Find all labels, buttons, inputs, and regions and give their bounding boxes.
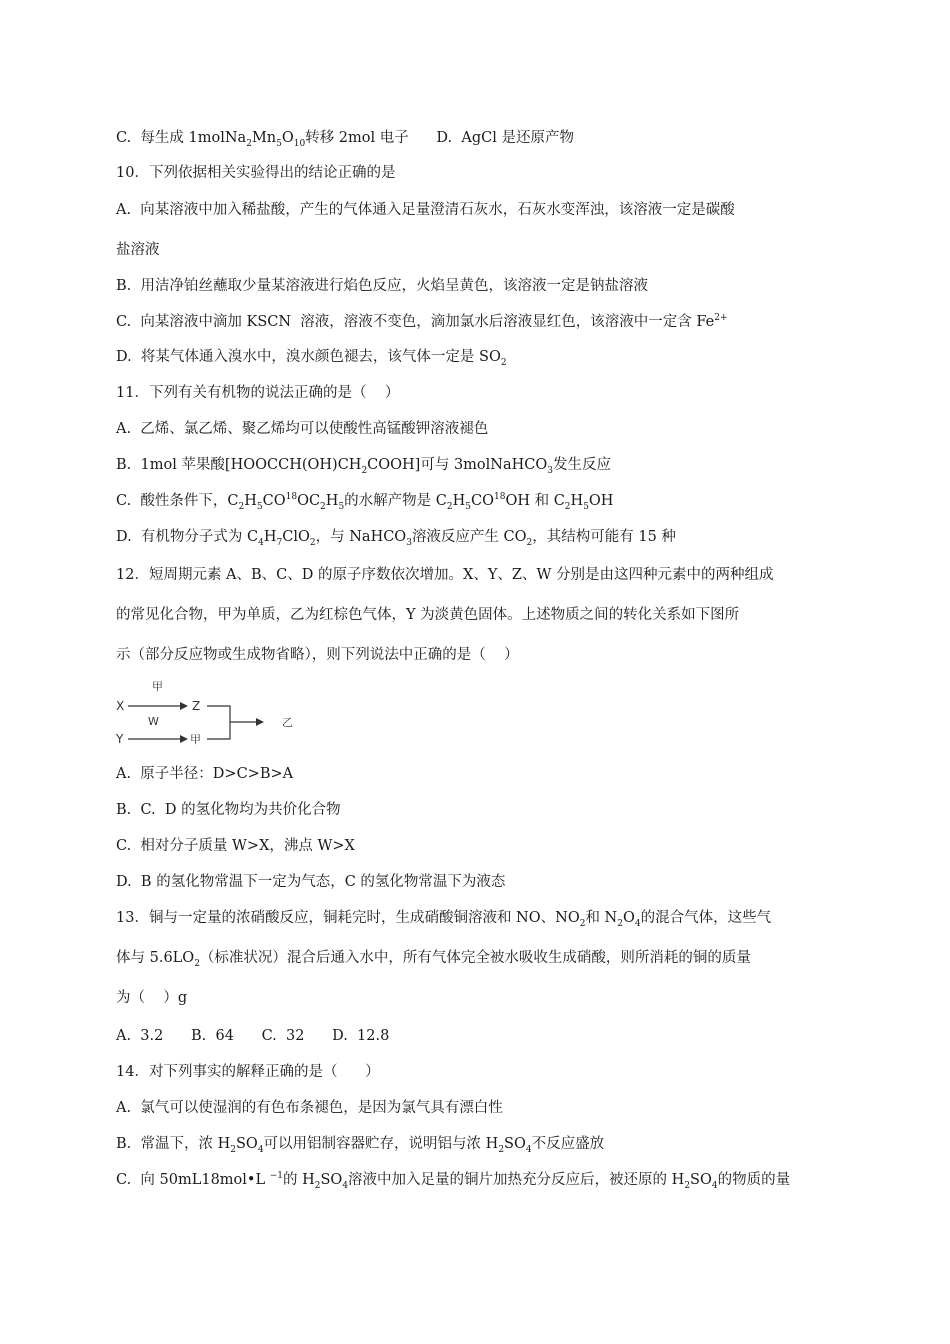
text-line <box>116 240 846 260</box>
text-segment: 的混合气体，这些气 <box>640 910 772 926</box>
text-segment: 11．下列有关有机物的说法正确的是（ ） <box>116 385 400 401</box>
subscript: 2 <box>194 958 200 969</box>
text-line <box>116 605 846 625</box>
bracket-join <box>207 706 230 739</box>
text-segment: 不反应盛放 <box>531 1136 605 1152</box>
subscript: 2 <box>238 501 245 512</box>
subscript: 2 <box>309 537 316 548</box>
subscript: 5 <box>583 501 589 512</box>
text-line <box>116 200 846 220</box>
text-line <box>116 800 846 820</box>
arrowhead-x-to-z <box>180 702 188 710</box>
subscript: 2 <box>230 1144 236 1155</box>
text-segment: D. B 的氢化物常温下一定为气态，C 的氢化物常温下为液态 <box>116 874 506 890</box>
subscript: 2 <box>314 1180 321 1191</box>
text-line <box>116 1098 846 1118</box>
subscript: 3 <box>547 465 553 476</box>
text-segment: OH 和 C <box>505 493 565 509</box>
text-line <box>116 764 846 784</box>
text-line <box>116 455 846 475</box>
subscript: 2 <box>617 918 623 929</box>
text-segment: A. 乙烯、氯乙烯、聚乙烯均可以使酸性高锰酸钾溶液褪色 <box>116 421 489 437</box>
text-segment: A. 3.2 B. 64 C. 32 D. 12.8 <box>116 1028 390 1044</box>
text-segment: C. 相对分子质量 W>X，沸点 W>X <box>116 838 355 854</box>
text-line <box>116 645 846 665</box>
subscript: 4 <box>342 1180 349 1191</box>
reaction-diagram <box>112 680 312 748</box>
text-segment: C. 向 50mL18mol•L <box>116 1172 270 1188</box>
text-segment: 13．铜与一定量的浓硝酸反应，铜耗完时，生成硝酸铜溶液和 NO、NO <box>116 910 580 926</box>
diagram-label-z: Z <box>192 699 201 713</box>
subscript: 2 <box>500 357 507 368</box>
text-segment: Mn <box>251 130 277 146</box>
text-line <box>116 1062 846 1082</box>
text-segment: C. 向某溶液中滴加 KSCN 溶液，溶液不变色，滴加氯水后溶液显红色，该溶液中一定含 Fe <box>116 314 715 330</box>
subscript: 2 <box>320 501 326 512</box>
text-line <box>116 383 846 403</box>
diagram-label-y: Y <box>116 732 124 746</box>
text-segment: D. 将某气体通入溴水中，溴水颜色褪去，该气体一定是 SO <box>116 349 501 365</box>
text-segment: B. 1mol 苹果酸[HOOCCH(OH)CH <box>116 457 362 473</box>
arrowhead-y-to-jia <box>180 735 188 743</box>
text-segment: 溶液反应产生 CO <box>411 529 527 545</box>
text-line <box>116 419 846 439</box>
text-line <box>116 347 846 367</box>
superscript: 18 <box>285 492 298 503</box>
text-line <box>116 276 846 296</box>
text-segment: SO <box>504 1136 526 1152</box>
text-segment: CO <box>471 493 494 509</box>
text-line <box>116 1170 846 1190</box>
text-line <box>116 872 846 892</box>
text-line <box>116 312 846 332</box>
diagram-label-w: W <box>148 715 159 728</box>
subscript: 3 <box>406 537 412 548</box>
text-segment: 的物质的量 <box>717 1172 791 1188</box>
text-segment: 的常见化合物，甲为单质，乙为红棕色气体，Y 为淡黄色固体。上述物质之间的转化关系如下图所 <box>116 607 740 623</box>
diagram-label-jia-bottom: 甲 <box>190 733 201 746</box>
text-segment: （标准状况）混合后通入水中，所有气体完全被水吸收生成硝酸，则所消耗的铜的质量 <box>199 950 751 966</box>
text-segment: 12．短周期元素 A、B、C、D 的原子序数依次增加。X、Y、Z、W 分别是由这四种元素中的两种组成 <box>116 567 774 583</box>
text-segment: 转移 2mol 电子 D. AgCl 是还原产物 <box>305 130 574 146</box>
text-line <box>116 836 846 856</box>
text-line <box>116 491 846 511</box>
subscript: 2 <box>246 138 252 149</box>
text-segment: C. 每生成 1molNa <box>116 130 247 146</box>
text-segment: OH <box>588 493 614 509</box>
subscript: 5 <box>276 138 282 149</box>
text-segment: 溶液中加入足量的铜片加热充分反应后，被还原的 H <box>348 1172 685 1188</box>
text-segment: SO <box>320 1172 343 1188</box>
text-segment: 示（部分反应物或生成物省略），则下列说法中正确的是（ ） <box>116 647 519 663</box>
superscript: −1 <box>269 1171 283 1182</box>
text-segment: D. 有机物分子式为 C <box>116 529 259 545</box>
subscript: 2 <box>361 465 368 476</box>
text-segment: H <box>263 529 277 545</box>
superscript: 18 <box>493 492 506 503</box>
text-segment: ，其结构可能有 15 种 <box>532 529 676 545</box>
text-segment: O <box>622 910 635 926</box>
text-segment: O <box>281 130 294 146</box>
text-segment: H <box>325 493 339 509</box>
text-segment: 为（ ）g <box>116 990 188 1006</box>
text-segment: H <box>452 493 466 509</box>
text-segment: 10．下列依据相关实验得出的结论正确的是 <box>116 165 396 181</box>
arrowhead-to-yi <box>256 718 264 726</box>
text-segment: B. C. D 的氢化物均为共价化合物 <box>116 802 341 818</box>
text-segment: A. 原子半径：D>C>B>A <box>116 766 294 782</box>
diagram-label-yi: 乙 <box>282 716 293 729</box>
text-segment: 可以用铝制容器贮存，说明铝与浓 H <box>263 1136 499 1152</box>
subscript: 2 <box>498 1144 505 1155</box>
text-line <box>116 128 846 148</box>
subscript: 2 <box>564 501 571 512</box>
text-segment: COOH]可与 3molNaHCO <box>367 457 548 473</box>
subscript: 2 <box>446 501 453 512</box>
text-line <box>116 527 846 547</box>
text-segment: 盐溶液 <box>116 242 160 258</box>
text-segment: B. 用洁净铂丝蘸取少量某溶液进行焰色反应，火焰呈黄色，该溶液一定是钠盐溶液 <box>116 278 648 294</box>
subscript: 4 <box>634 918 641 929</box>
subscript: 2 <box>684 1180 691 1191</box>
text-line <box>116 948 846 968</box>
subscript: 2 <box>526 537 533 548</box>
text-segment: 的 H <box>282 1172 315 1188</box>
text-segment: SO <box>235 1136 258 1152</box>
text-line <box>116 1134 846 1154</box>
text-segment: 14．对下列事实的解释正确的是（ ） <box>116 1064 380 1080</box>
text-segment: ClO <box>282 529 310 545</box>
text-segment: H <box>570 493 584 509</box>
text-segment: OC <box>297 493 321 509</box>
subscript: 5 <box>338 501 345 512</box>
subscript: 4 <box>525 1144 532 1155</box>
text-segment: C. 酸性条件下，C <box>116 493 239 509</box>
subscript: 2 <box>579 918 586 929</box>
subscript: 5 <box>256 501 263 512</box>
text-segment: 的水解产物是 C <box>344 493 447 509</box>
text-segment: ，与 NaHCO <box>315 529 407 545</box>
text-segment: 发生反应 <box>553 457 611 473</box>
text-segment: CO <box>262 493 286 509</box>
text-line <box>116 908 846 928</box>
subscript: 4 <box>258 537 264 548</box>
diagram-label-x: X <box>116 699 125 713</box>
superscript: 2+ <box>714 313 728 324</box>
subscript: 5 <box>465 501 471 512</box>
text-segment: H <box>244 493 257 509</box>
text-line <box>116 565 846 585</box>
text-line <box>116 1026 846 1046</box>
subscript: 7 <box>276 537 283 548</box>
text-line <box>116 163 846 183</box>
subscript: 4 <box>711 1180 718 1191</box>
subscript: 4 <box>257 1144 264 1155</box>
text-line <box>116 988 846 1008</box>
text-segment: 和 N <box>585 910 618 926</box>
subscript: 10 <box>293 138 306 149</box>
text-segment: B. 常温下，浓 H <box>116 1136 231 1152</box>
text-segment: SO <box>690 1172 712 1188</box>
text-segment: A. 向某溶液中加入稀盐酸，产生的气体通入足量澄清石灰水，石灰水变浑浊，该溶液一定是碳酸 <box>116 202 735 218</box>
diagram-label-jia-top: 甲 <box>152 680 163 693</box>
text-segment: 体与 5.6LO <box>116 950 195 966</box>
text-segment: A. 氯气可以使湿润的有色布条褪色，是因为氯气具有漂白性 <box>116 1100 503 1116</box>
